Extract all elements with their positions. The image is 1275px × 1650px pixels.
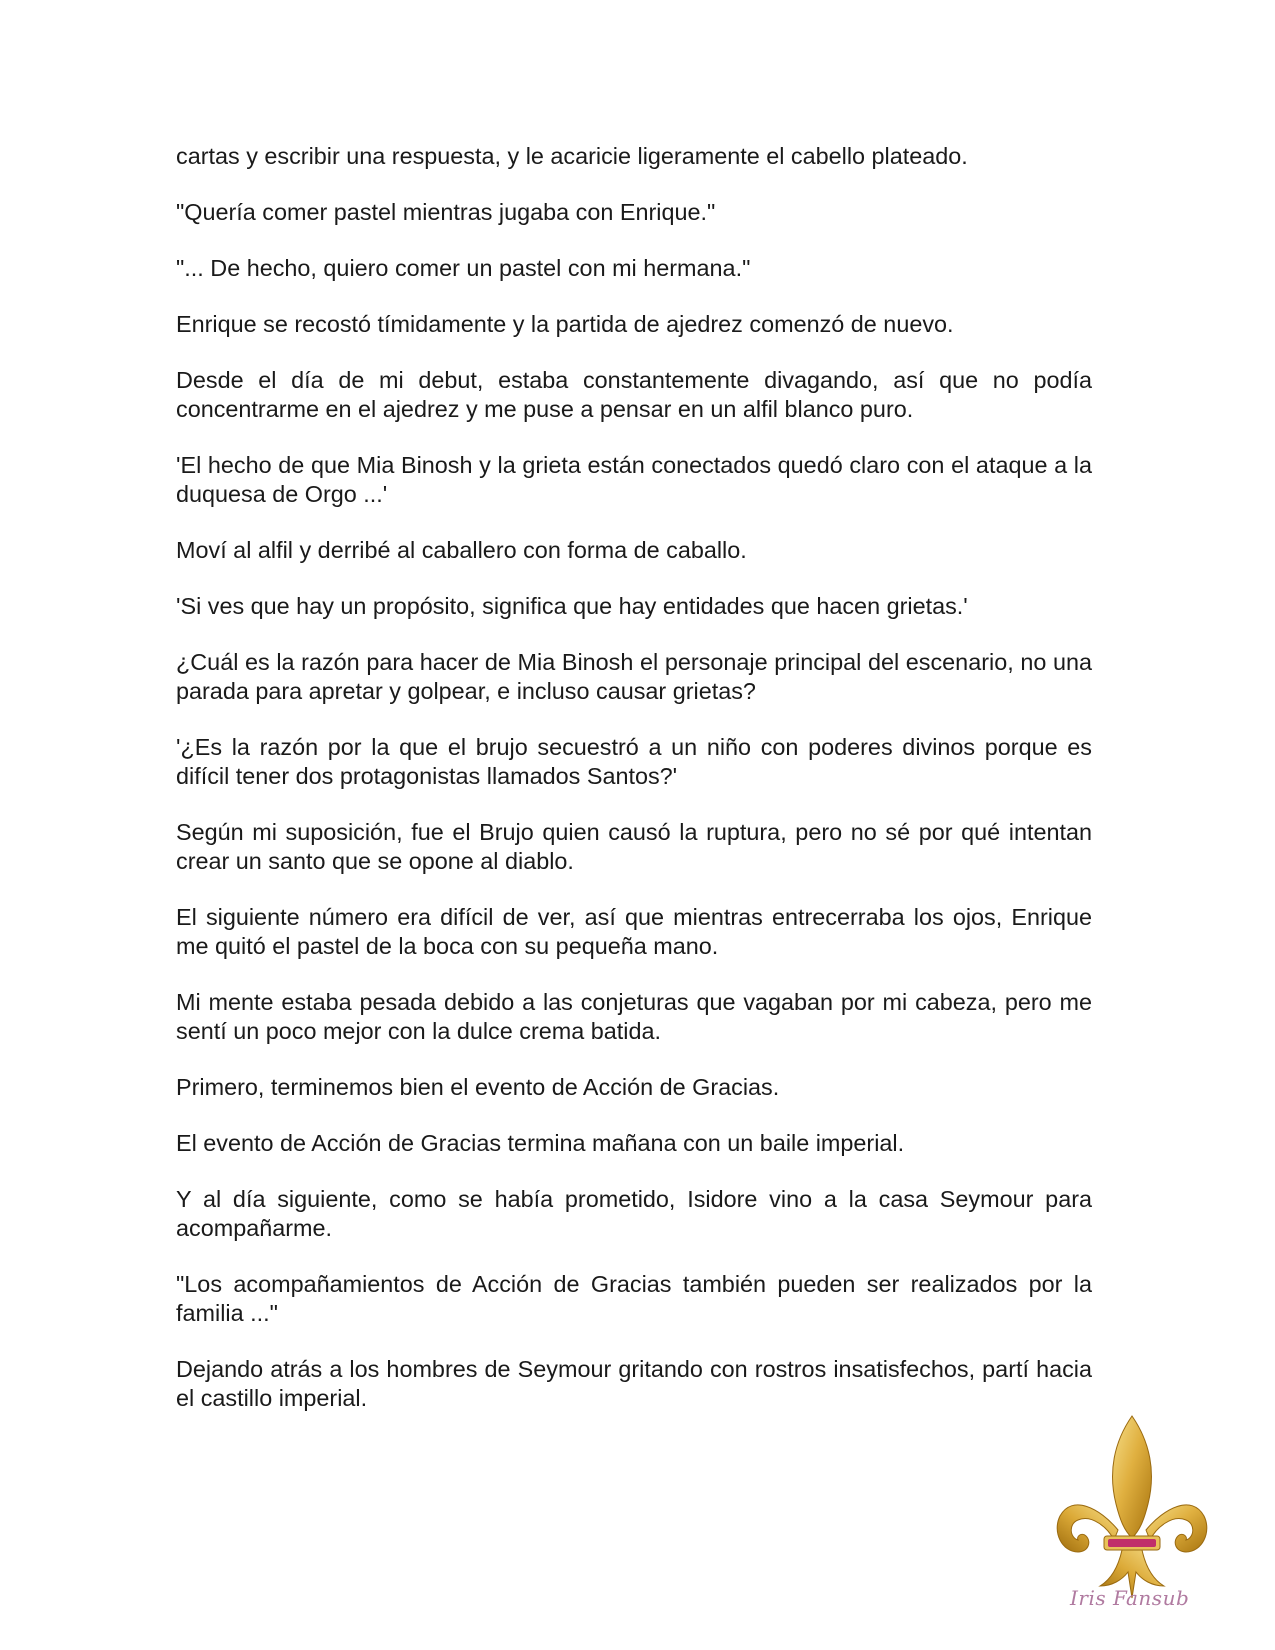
paragraph-7: Moví al alfil y derribé al caballero con forma de caballo. [176, 537, 747, 563]
paragraph-11: Según mi suposición, fue el Brujo quien causó la ruptura, pero no sé por qué intentan crear un santo que se opone al diablo. [176, 819, 1092, 874]
paragraph-5: Desde el día de mi debut, estaba constantemente divagando, así que no podía concentrarme en el ajedrez y me puse a pensar en un alfil blanco puro. [176, 367, 1092, 422]
paragraph-9: ¿Cuál es la razón para hacer de Mia Binosh el personaje principal del escenario, no una parada para apretar y golpear, e incluso causar grietas? [176, 649, 1092, 704]
document-body [176, 142, 1092, 1440]
paragraph-1: cartas y escribir una respuesta, y le acaricie ligeramente el cabello plateado. [176, 143, 968, 169]
fleur-de-lis-icon [1052, 1412, 1212, 1612]
paragraph-13: Mi mente estaba pesada debido a las conjeturas que vagaban por mi cabeza, pero me sentí un poco mejor con la dulce crema batida. [176, 989, 1092, 1044]
signature: Iris Fansub [1070, 1586, 1190, 1610]
paragraph-2: "Quería comer pastel mientras jugaba con Enrique." [176, 199, 716, 225]
paragraph-16: Y al día siguiente, como se había prometido, Isidore vino a la casa Seymour para acompañarme. [176, 1186, 1092, 1241]
paragraph-3: "... De hecho, quiero comer un pastel con mi hermana." [176, 255, 751, 281]
paragraph-12: El siguiente número era difícil de ver, así que mientras entrecerraba los ojos, Enrique me quitó el pastel de la boca con su pequeña mano. [176, 904, 1092, 959]
paragraph-18: Dejando atrás a los hombres de Seymour gritando con rostros insatisfechos, partí hacia el castillo imperial. [176, 1356, 1092, 1411]
paragraph-10: '¿Es la razón por la que el brujo secuestró a un niño con poderes divinos porque es difícil tener dos protagonistas llamados Santos?' [176, 734, 1092, 789]
paragraph-4: Enrique se recostó tímidamente y la partida de ajedrez comenzó de nuevo. [176, 311, 954, 337]
paragraph-14: Primero, terminemos bien el evento de Acción de Gracias. [176, 1074, 780, 1100]
paragraph-17: "Los acompañamientos de Acción de Gracias también pueden ser realizados por la familia ..." [176, 1271, 1092, 1326]
paragraph-15: El evento de Acción de Gracias termina mañana con un baile imperial. [176, 1130, 905, 1156]
paragraph-6: 'El hecho de que Mia Binosh y la grieta están conectados quedó claro con el ataque a la duquesa de Orgo ...' [176, 452, 1092, 507]
paragraph-8: 'Si ves que hay un propósito, significa que hay entidades que hacen grietas.' [176, 593, 968, 619]
